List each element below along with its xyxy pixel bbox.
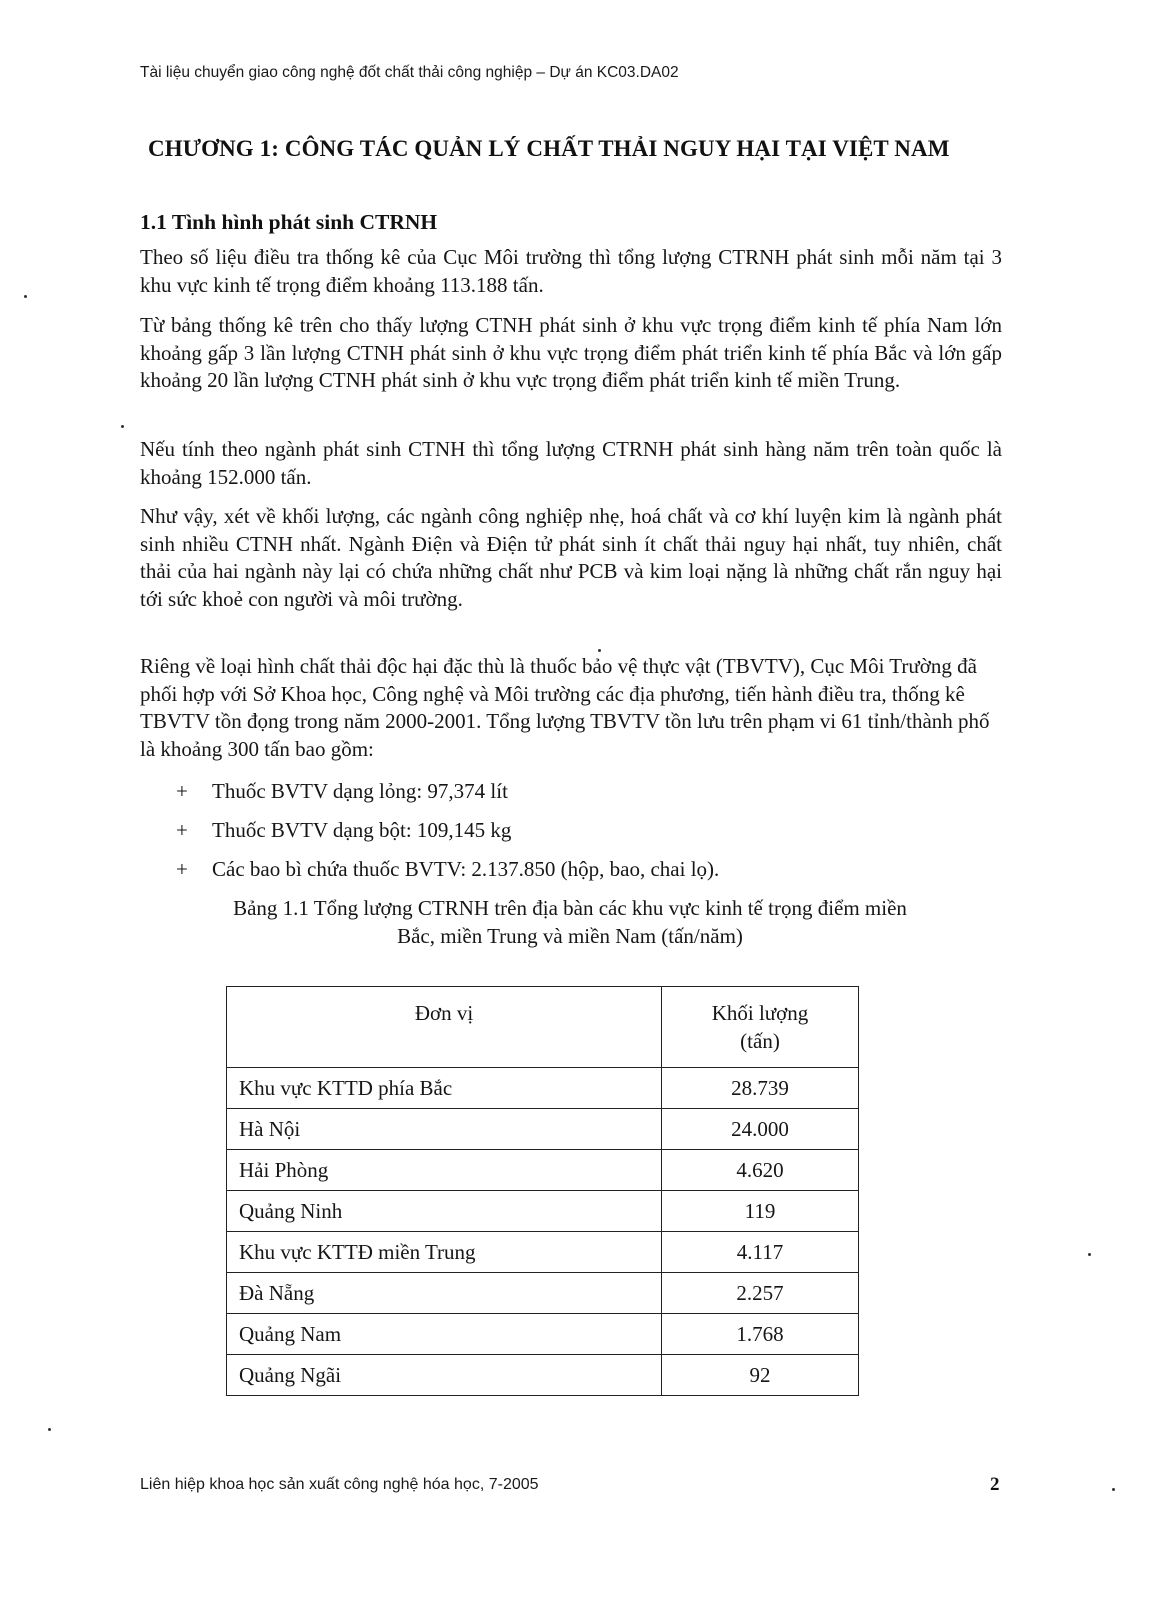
- page-number: 2: [990, 1474, 1000, 1495]
- table-row: [227, 1191, 859, 1232]
- chapter-title: CHƯƠNG 1: CÔNG TÁC QUẢN LÝ CHẤT THẢI NGUY HẠI TẠI VIỆT NAM: [148, 136, 950, 161]
- cell-mass: 24.000: [662, 1109, 859, 1150]
- table-row: [227, 1068, 859, 1109]
- bullet-item: [176, 816, 511, 844]
- cell-mass: 2.257: [662, 1273, 859, 1314]
- column-header-mass-line1: Khối lượng: [711, 1001, 809, 1025]
- cell-mass: 1.768: [662, 1314, 859, 1355]
- column-header-mass: [662, 987, 859, 1068]
- running-header: Tài liệu chuyển giao công nghệ đốt chất thải công nghiệp – Dự án KC03.DA02: [140, 64, 679, 81]
- scan-speck: [1112, 1488, 1115, 1491]
- table-caption-line-1: Bảng 1.1 Tổng lượng CTRNH trên địa bàn các khu vực kinh tế trọng điểm miền: [233, 896, 907, 920]
- scan-speck: [1088, 1253, 1091, 1256]
- running-footer: Liên hiệp khoa học sản xuất công nghệ hóa học, 7-2005: [140, 1476, 539, 1493]
- cell-mass: 4.620: [662, 1150, 859, 1191]
- table-caption-line-2: Bắc, miền Trung và miền Nam (tấn/năm): [397, 924, 743, 948]
- cell-mass: 28.739: [662, 1068, 859, 1109]
- bullet-text: Thuốc BVTV dạng bột: 109,145 kg: [212, 818, 512, 842]
- scan-speck: [121, 425, 124, 428]
- cell-mass: 119: [662, 1191, 859, 1232]
- scan-speck: [48, 1428, 51, 1431]
- cell-mass: 92: [662, 1355, 859, 1396]
- waste-table: [226, 986, 859, 1396]
- column-header-unit: Đơn vị: [227, 987, 662, 1068]
- table-row: [227, 1109, 859, 1150]
- table-row: [227, 1355, 859, 1396]
- bullet-text: Thuốc BVTV dạng lỏng: 97,374 lít: [212, 779, 508, 803]
- cell-unit: Quảng Nam: [227, 1314, 662, 1355]
- cell-unit: Khu vực KTTD phía Bắc: [227, 1068, 662, 1109]
- scan-speck: [24, 295, 27, 298]
- paragraph-1: Theo số liệu điều tra thống kê của Cục Môi trường thì tổng lượng CTRNH phát sinh mỗi năm tại 3 khu vực kinh tế trọng điểm khoảng 113.188 tấn.: [140, 245, 1002, 297]
- cell-unit: Đà Nẵng: [227, 1273, 662, 1314]
- cell-mass: 4.117: [662, 1232, 859, 1273]
- table-row: [227, 1232, 859, 1273]
- cell-unit: Hải Phòng: [227, 1150, 662, 1191]
- cell-unit: Quảng Ninh: [227, 1191, 662, 1232]
- table-row: [227, 1273, 859, 1314]
- bullet-marker: +: [176, 818, 188, 842]
- bullet-marker: +: [176, 779, 188, 803]
- table-header-row: [227, 987, 859, 1068]
- cell-unit: Khu vực KTTĐ miền Trung: [227, 1232, 662, 1273]
- bullet-item: [176, 777, 508, 805]
- table-row: [227, 1150, 859, 1191]
- bullet-item: [176, 855, 719, 883]
- paragraph-2: Từ bảng thống kê trên cho thấy lượng CTNH phát sinh ở khu vực trọng điểm kinh tế phía Nam lớn khoảng gấp 3 lần lượng CTNH phát sinh ở khu vực trọng điểm phát triển kinh tế phía Bắc và lớn gấp khoảng 20 lần lượng CTNH phát sinh ở khu vực trọng điểm phát triển kinh tế miền Trung.: [140, 313, 1002, 392]
- paragraph-3: Nếu tính theo ngành phát sinh CTNH thì tổng lượng CTRNH phát sinh hàng năm trên toàn quốc là khoảng 152.000 tấn.: [140, 437, 1002, 489]
- bullet-marker: +: [176, 857, 188, 881]
- cell-unit: Quảng Ngãi: [227, 1355, 662, 1396]
- cell-unit: Hà Nội: [227, 1109, 662, 1150]
- paragraph-5: Riêng về loại hình chất thải độc hại đặc thù là thuốc bảo vệ thực vật (TBVTV), Cục Môi Trường đã phối hợp với Sở Khoa học, Công nghệ và Môi trường các địa phương, tiến hành điều tra, thống kê TBVTV tồn đọng trong năm 2000-2001. Tổng lượng TBVTV tồn lưu trên phạm vi 61 tỉnh/thành phố là khoảng 300 tấn bao gồm:: [140, 654, 990, 761]
- paragraph-4: Như vậy, xét về khối lượng, các ngành công nghiệp nhẹ, hoá chất và cơ khí luyện kim là ngành phát sinh nhiều CTNH nhất. Ngành Điện và Điện tử phát sinh ít chất thải nguy hại nhất, tuy nhiên, chất thải của hai ngành này lại có chứa những chất như PCB và kim loại nặng là những chất rắn nguy hại tới sức khoẻ con người và môi trường.: [140, 504, 1002, 611]
- section-title: 1.1 Tình hình phát sinh CTRNH: [140, 210, 438, 234]
- table-row: [227, 1314, 859, 1355]
- bullet-text: Các bao bì chứa thuốc BVTV: 2.137.850 (hộp, bao, chai lọ).: [212, 857, 720, 881]
- scan-speck: [598, 649, 601, 652]
- column-header-mass-line2: (tấn): [740, 1029, 780, 1053]
